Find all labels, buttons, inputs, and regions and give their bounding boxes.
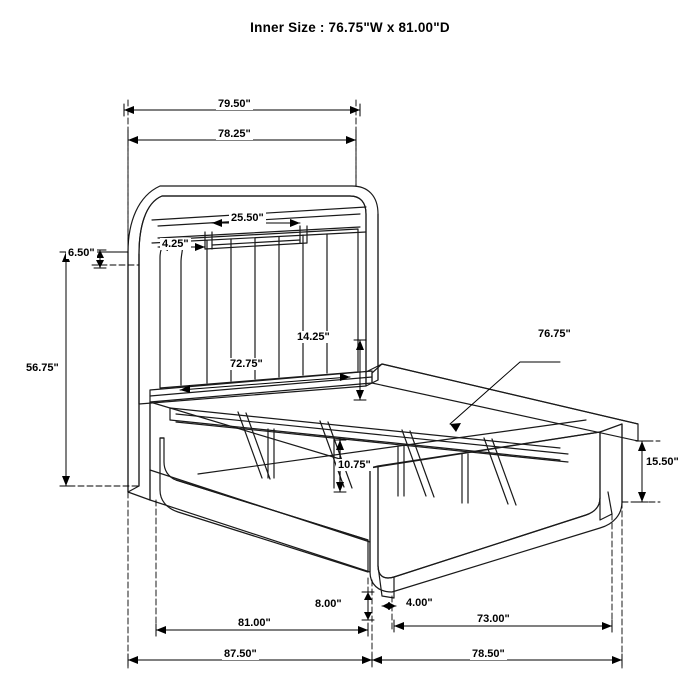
shelf-lip [205, 243, 307, 249]
near-side-panel-line [150, 470, 370, 542]
center-support-beam [176, 414, 568, 454]
tuft-line-1 [181, 242, 183, 385]
platform-rail-back [170, 408, 560, 448]
dim-label-center-leg-height: 10.75" [338, 459, 371, 471]
slat-3b [410, 431, 434, 497]
dim-label-shelf-height: 6.50" [68, 247, 95, 259]
dim-label-footboard-height: 15.50" [646, 456, 679, 468]
dim-label-headboard-width: 78.25" [218, 128, 251, 140]
dim-label-overall-length-back: 78.50" [472, 648, 505, 660]
dim-label-inner-rail-width: 72.75" [230, 358, 263, 370]
dim-label-mattress-width: 76.75" [538, 328, 571, 340]
headboard-front-face [139, 196, 366, 404]
foot-leg-right [600, 492, 612, 520]
dim-label-shelf-side-width: 4.25" [162, 238, 189, 250]
dim-label-overall-length-front: 87.50" [224, 648, 257, 660]
dim-label-headboard-height: 56.75" [26, 362, 59, 374]
platform-rail-front [198, 420, 586, 474]
dim-label-shelf-opening-width: 25.50" [231, 212, 264, 224]
dim-label-overall-width-top: 79.50" [218, 98, 251, 110]
dim-label-footboard-clearance: 8.00" [315, 598, 342, 610]
dim-label-rail-length-front: 81.00" [238, 617, 271, 629]
foot-leg-left [378, 566, 394, 598]
headboard-shelf-inner2 [158, 227, 360, 238]
dim-label-slat-support-height: 14.25" [297, 331, 330, 343]
dim-label-rail-length-back: 73.00" [477, 613, 510, 625]
near-side-panel [150, 402, 370, 572]
dim-label-foot-thickness: 4.00" [406, 597, 433, 609]
page-title: Inner Size : 76.75"W x 81.00"D [250, 20, 450, 35]
